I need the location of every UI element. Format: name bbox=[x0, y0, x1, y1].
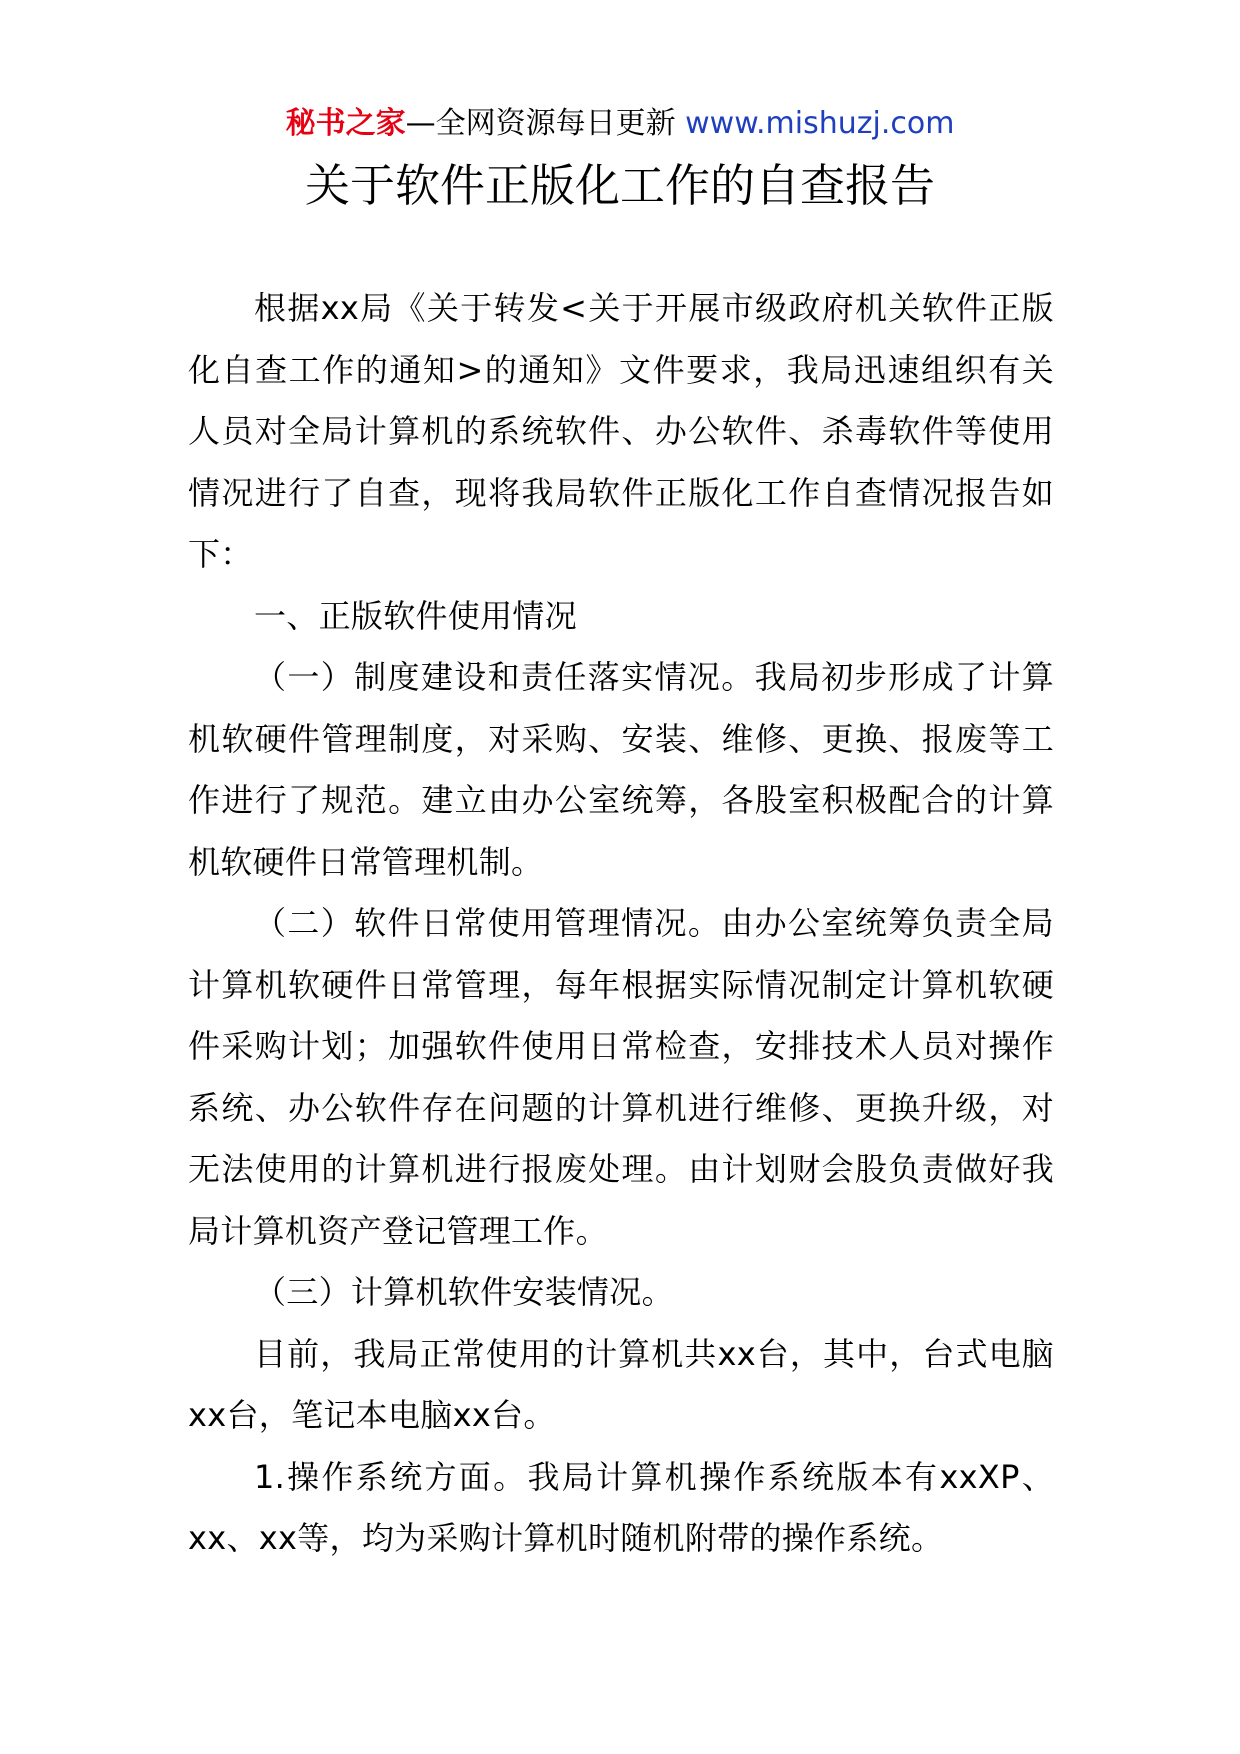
paragraph-operating-system: 1.操作系统方面。我局计算机操作系统版本有xxXP、xx、xx等，均为采购计算机时随机附带的操作系统。 bbox=[188, 1457, 1054, 1557]
site-url-link[interactable]: www.mishuzj.com bbox=[685, 106, 955, 141]
section-heading-1: 一、正版软件使用情况 bbox=[254, 596, 578, 635]
paragraph-daily-management: （二）软件日常使用管理情况。由办公室统筹负责全局计算机软硬件日常管理，每年根据实际情况制定计算机软硬件采购计划；加强软件使用日常检查，安排技术人员对操作系统、办公软件存在问题的计算机进行维修、更换升级，对无法使用的计算机进行报废处理。由计划财会股负责做好我局计算机资产登记管理工作。 bbox=[188, 904, 1054, 1250]
document-title: 关于软件正版化工作的自查报告 bbox=[304, 159, 935, 212]
paragraph-computer-count: 目前，我局正常使用的计算机共xx台，其中，台式电脑xx台，笔记本电脑xx台。 bbox=[188, 1334, 1054, 1434]
paragraph-system-building: （一）制度建设和责任落实情况。我局初步形成了计算机软硬件管理制度，对采购、安装、维修、更换、报废等工作进行了规范。建立由办公室统筹，各股室积极配合的计算机软硬件日常管理机制。 bbox=[188, 658, 1054, 881]
header-slogan: —全网资源每日更新 bbox=[405, 106, 686, 141]
document-body bbox=[188, 278, 1054, 1570]
paragraph-intro: 根据xx局《关于转发<关于开展市级政府机关软件正版化自查工作的通知>的通知》文件要求，我局迅速组织有关人员对全局计算机的系统软件、办公软件、杀毒软件等使用情况进行了自查，现将我局软件正版化工作自查情况报告如下： bbox=[188, 289, 1054, 573]
site-header bbox=[0, 104, 1240, 144]
brand-name: 秘书之家 bbox=[285, 106, 406, 141]
paragraph-installation-heading: （三）计算机软件安装情况。 bbox=[254, 1273, 674, 1311]
